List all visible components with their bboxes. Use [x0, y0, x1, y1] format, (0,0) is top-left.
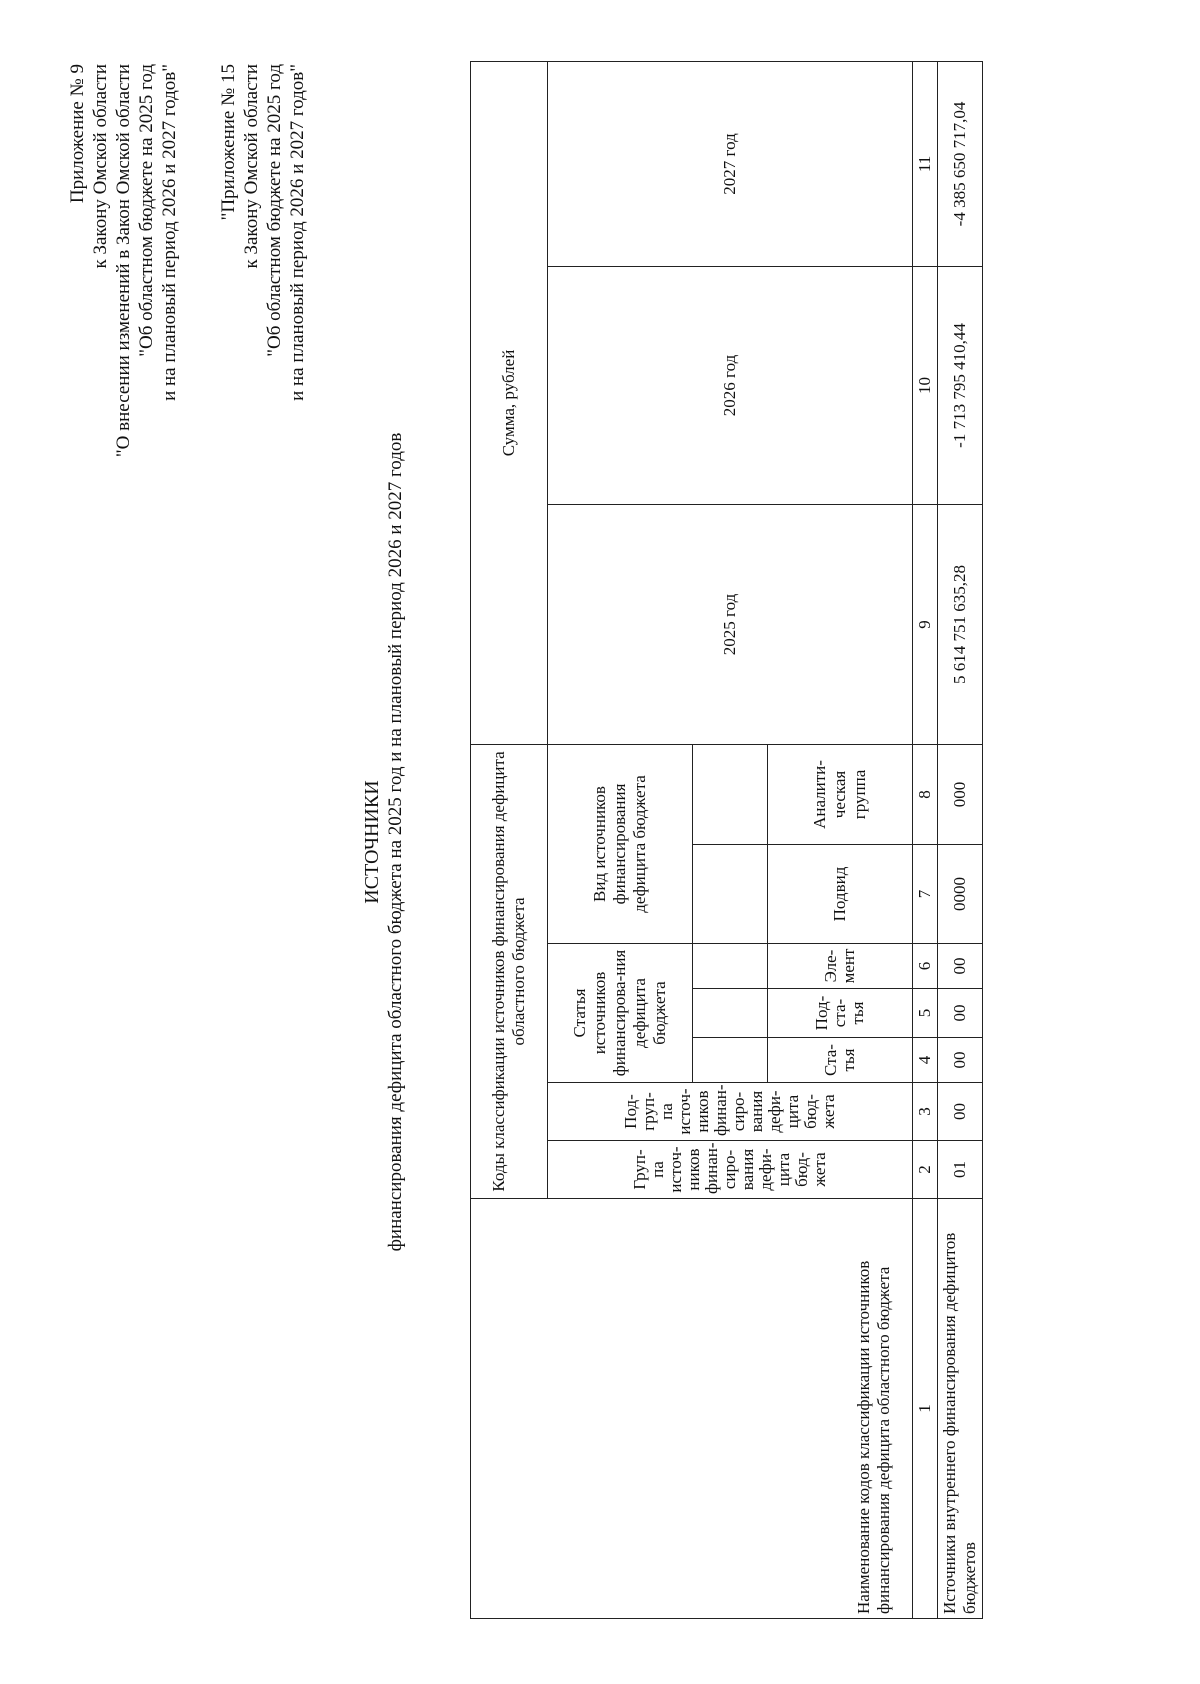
- header-group: Груп-па источ-ников финан-сиро-вания дефи-цита бюд-жета: [548, 1141, 913, 1199]
- row-subarticle: 00: [938, 989, 983, 1038]
- row-sum-2025: 5 614 751 635,28: [938, 504, 983, 744]
- header-spacer: [693, 744, 768, 844]
- header-analytic: Аналити-ческая группа: [768, 744, 913, 844]
- header-spacer: [693, 1038, 768, 1083]
- header-spacer: [693, 944, 768, 989]
- appendix-9-line: "О внесении изменений в Закон Омской области: [113, 64, 134, 458]
- header-codes: Коды классификации источников финансирования дефицита областного бюджета: [471, 744, 548, 1198]
- appendix-15-header: [217, 64, 309, 664]
- header-kind-group: Вид источников финансирования дефицита бюджета: [548, 744, 693, 943]
- header-name: Наименование кодов классификации источников финансирования дефицита областного бюджета: [471, 1199, 913, 1619]
- row-subgroup: 00: [938, 1083, 983, 1141]
- row-analytic: 000: [938, 744, 983, 844]
- header-row-1: [471, 61, 548, 1618]
- header-2027: 2027 год: [548, 61, 913, 266]
- title-heading: ИСТОЧНИКИ: [361, 780, 383, 904]
- appendix-9-header: [66, 64, 181, 664]
- header-subgroup: Под-груп-па источ-ников финан-сиро-вания дефи-цита бюд-жета: [548, 1083, 913, 1141]
- column-number: 10: [913, 266, 938, 504]
- appendix-9-line: к Закону Омской области: [90, 64, 111, 269]
- header-element: Эле-мент: [768, 944, 913, 989]
- financing-sources-table: [470, 61, 983, 1619]
- column-number: 2: [913, 1141, 938, 1199]
- column-number: 6: [913, 944, 938, 989]
- row-sum-2027: -4 385 650 717,04: [938, 61, 983, 266]
- column-number: 8: [913, 744, 938, 844]
- appendix-15-line: и на плановый период 2026 и 2027 годов": [287, 64, 308, 401]
- column-number: 9: [913, 504, 938, 744]
- column-number: 5: [913, 989, 938, 1038]
- header-spacer: [693, 989, 768, 1038]
- header-subarticle: Под-ста-тья: [768, 989, 913, 1038]
- row-group: 01: [938, 1141, 983, 1199]
- column-number: 11: [913, 61, 938, 266]
- header-article: Ста-тья: [768, 1038, 913, 1083]
- document-title: [360, 0, 408, 1684]
- header-article-group: Статья источников финансирова-ния дефицита бюджета: [548, 944, 693, 1083]
- row-sum-2026: -1 713 795 410,44: [938, 266, 983, 504]
- table-row: [938, 61, 983, 1618]
- column-number-row: [913, 61, 938, 1618]
- row-subkind: 0000: [938, 845, 983, 944]
- appendix-15-line: "Об областном бюджете на 2025 год: [264, 64, 285, 357]
- column-number: 7: [913, 845, 938, 944]
- appendix-9-line: "Об областном бюджете на 2025 год: [136, 64, 157, 357]
- appendix-9-line: Приложение № 9: [67, 64, 88, 204]
- row-element: 00: [938, 944, 983, 989]
- appendix-15-line: к Закону Омской области: [241, 64, 262, 269]
- header-subkind: Подвид: [768, 845, 913, 944]
- appendix-15-line: "Приложение № 15: [218, 64, 239, 221]
- column-number: 1: [913, 1199, 938, 1619]
- header-2025: 2025 год: [548, 504, 913, 744]
- row-name: Источники внутреннего финансирования дефицитов бюджетов: [938, 1199, 983, 1619]
- row-article: 00: [938, 1038, 983, 1083]
- title-subheading: финансирования дефицита областного бюджета на 2025 год и на плановый период 2026 и 2027 годов: [385, 432, 406, 1252]
- column-number: 4: [913, 1038, 938, 1083]
- appendix-9-line: и на плановый период 2026 и 2027 годов": [159, 64, 180, 401]
- header-2026: 2026 год: [548, 266, 913, 504]
- header-spacer: [693, 845, 768, 944]
- column-number: 3: [913, 1083, 938, 1141]
- header-sum: Сумма, рублей: [471, 61, 548, 744]
